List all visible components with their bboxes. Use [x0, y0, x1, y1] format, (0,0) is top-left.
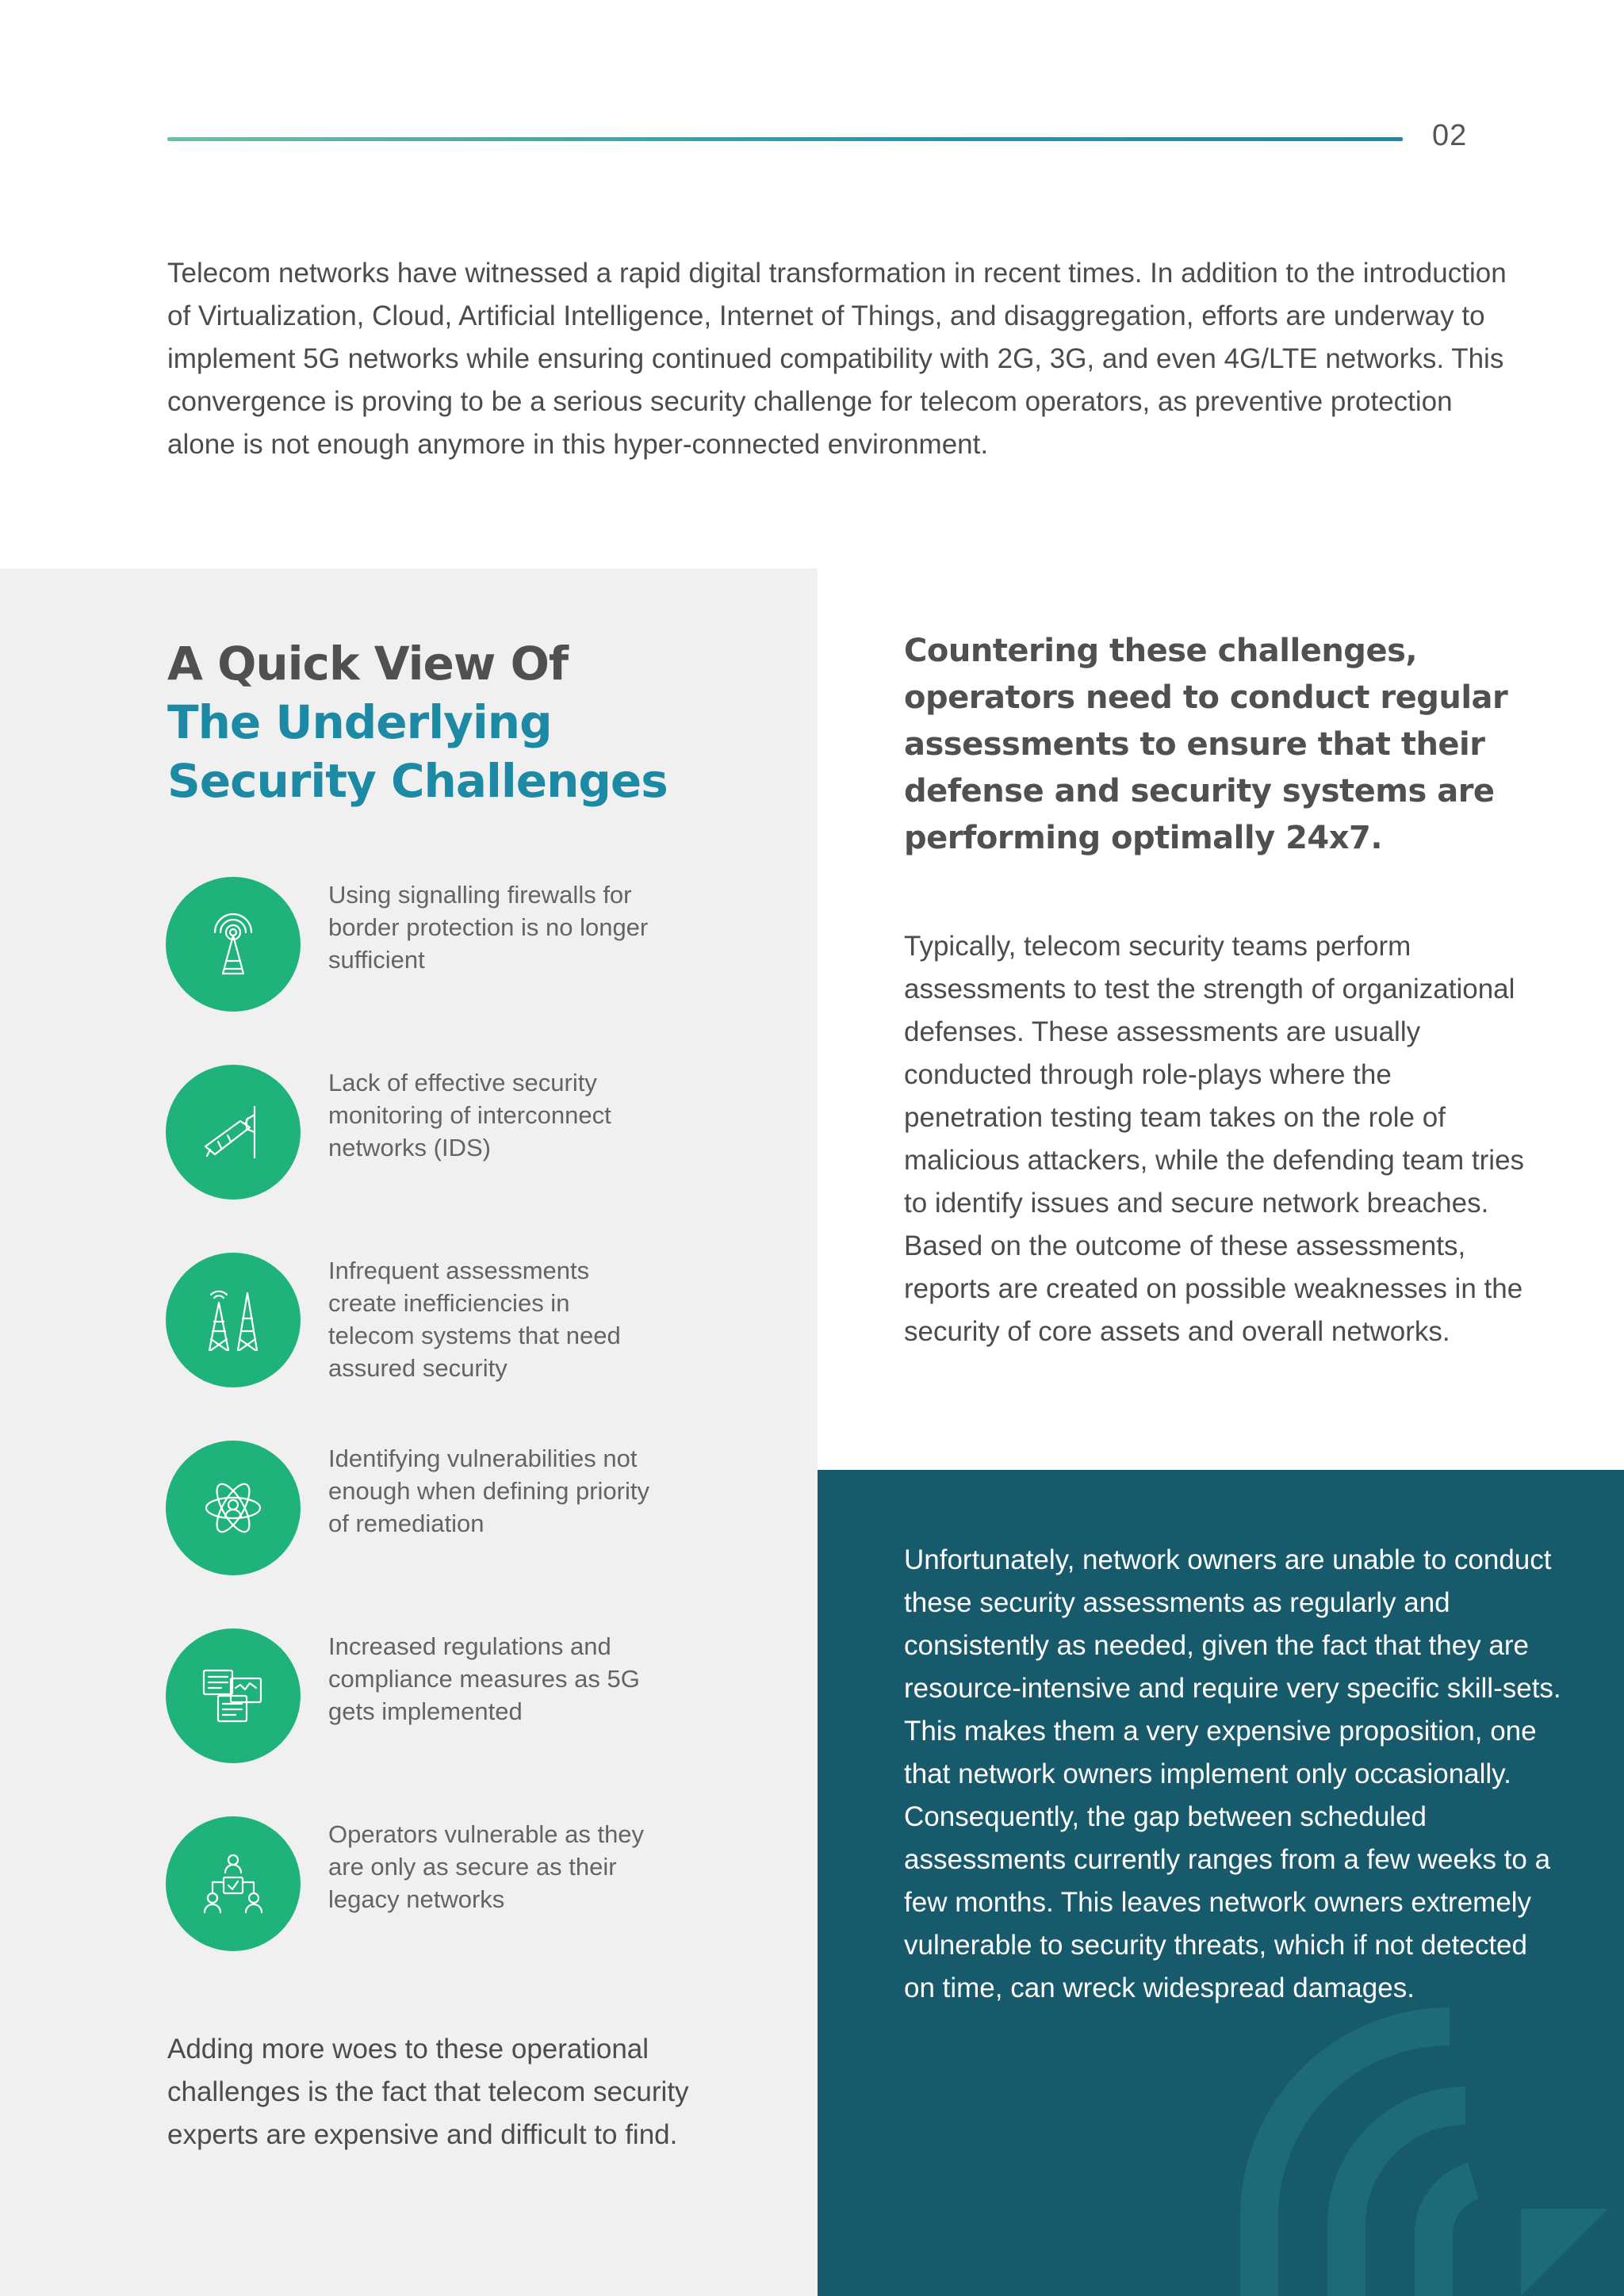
- vulnerability-paragraph: Unfortunately, network owners are unable to conduct these security assessments as regularly and consistently as needed, given the fact that they are resource-intensive and require very specific skill-sets. This makes them a very expensive proposition, one that network owners implement only occasionally. Consequently, the gap between scheduled assessments currently ranges from a few weeks to a few months. This leaves network owners extremely vulnerable to security threats, which if not detected on time, can wreck widespread damages.: [904, 1544, 1561, 2003]
- challenge-item: [166, 1441, 737, 1577]
- challenge-text: Increased regulations and compliance measures as 5G gets implemented: [328, 1632, 640, 1725]
- heading-line-1: A Quick View Of: [167, 637, 569, 691]
- documents-icon: [166, 1628, 301, 1763]
- challenge-item: [166, 1065, 737, 1201]
- challenge-item: [166, 1253, 737, 1389]
- challenge-item: [166, 1816, 737, 1953]
- heading-line-2: The Underlying: [167, 695, 552, 749]
- challenge-text: Operators vulnerable as they are only as secure as their legacy networks: [328, 1820, 645, 1913]
- intro-paragraph: Telecom networks have witnessed a rapid digital transformation in recent times. In addition to the introduction of Virtualization, Cloud, Artificial Intelligence, Internet of Things, and disaggregation, efforts are underway to implement 5G networks while ensuring continued compatibility with 2G, 3G, and even 4G/LTE networks. This convergence is proving to be a serious security challenge for telecom operators, as preventive protection alone is not enough anymore in this hyper-connected environment.: [167, 258, 1507, 460]
- challenge-text: Identifying vulnerabilities not enough when defining priority of remediation: [328, 1445, 649, 1537]
- transmission-towers-icon: [166, 1253, 301, 1387]
- heading-line-3: Security Challenges: [167, 754, 668, 808]
- assessment-heading: Countering these challenges, operators need to conduct regular assessments to ensure that their defense and security systems are performing optimally 24x7.: [904, 633, 1508, 856]
- atom-user-icon: [166, 1441, 301, 1575]
- assessment-paragraph: Typically, telecom security teams perform assessments to test the strength of organizational defenses. These assessments are usually conducted through role-plays where the penetration testing team takes on the role of malicious attackers, while the defending team tries to identify issues and secure network breaches. Based on the outcome of these assessments, reports are created on possible weaknesses in the security of core assets and overall networks.: [904, 931, 1525, 1347]
- challenge-item: [166, 1628, 737, 1765]
- challenge-item: [166, 877, 737, 1013]
- user-network-icon: [166, 1816, 301, 1951]
- challenges-heading: [167, 634, 786, 810]
- challenge-text: Infrequent assessments create inefficiencies in telecom systems that need assured security: [328, 1257, 621, 1382]
- security-camera-icon: [166, 1065, 301, 1200]
- challenge-text: Lack of effective security monitoring of interconnect networks (IDS): [328, 1069, 611, 1161]
- page-number: 02: [1432, 119, 1468, 152]
- challenge-text: Using signalling firewalls for border protection is no longer sufficient: [328, 881, 649, 974]
- signal-tower-icon: [166, 877, 301, 1012]
- header-divider: [167, 137, 1403, 141]
- closing-paragraph: Adding more woes to these operational challenges is the fact that telecom security experts are expensive and difficult to find.: [167, 2034, 689, 2150]
- vulnerability-panel: [818, 1470, 1624, 2296]
